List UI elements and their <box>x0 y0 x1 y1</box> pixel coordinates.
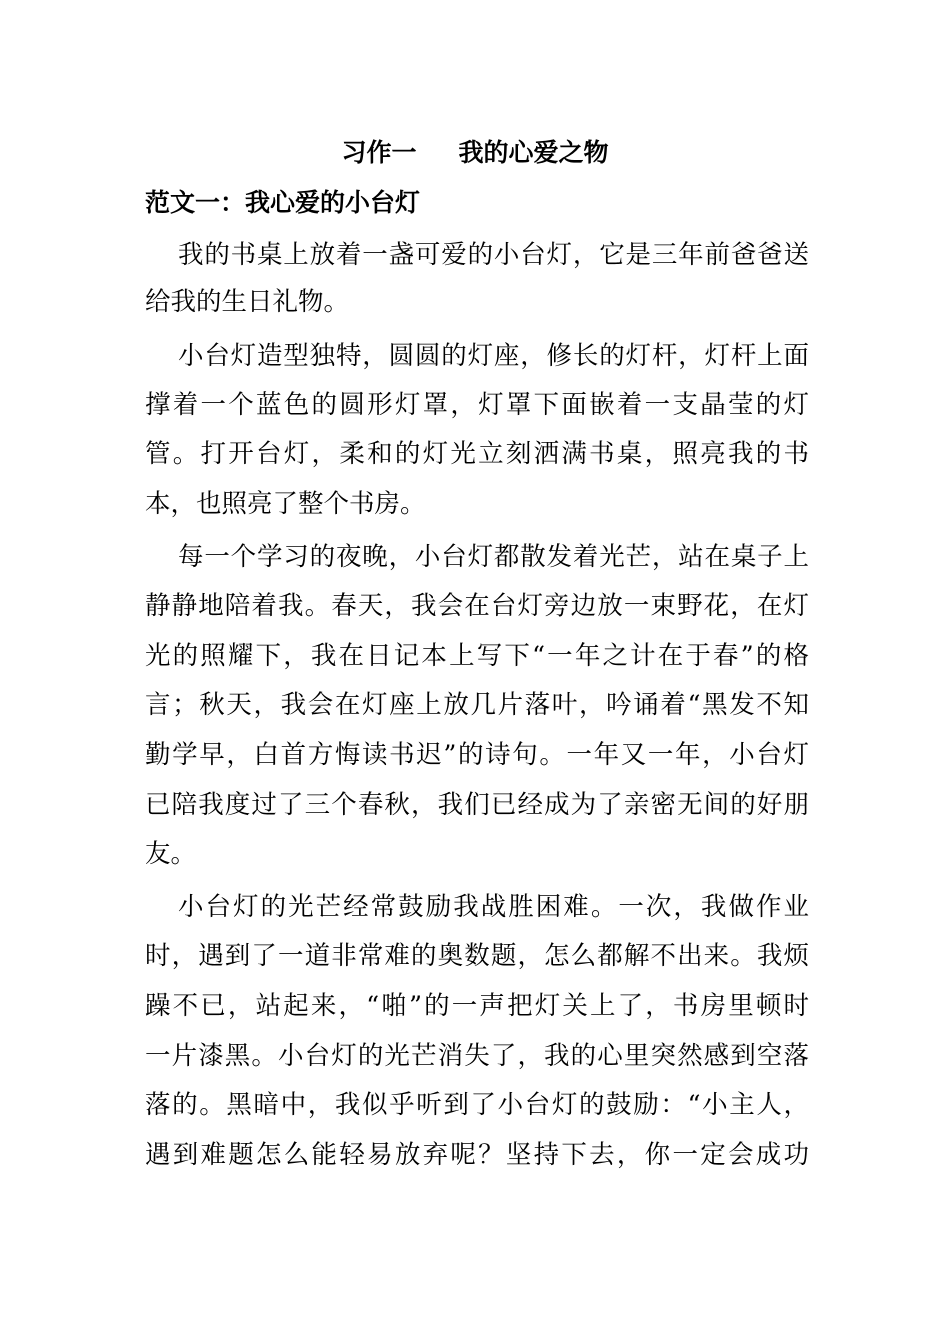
paragraph-2-line-1: 小台灯造型独特，圆圆的灯座，修长的灯杆，灯杆上面 <box>178 341 809 371</box>
essay-title-part2: 我的心爱之物 <box>458 138 609 167</box>
paragraph-3-line-3: 光的照耀下，我在日记本上写下“一年之计在于春”的格 <box>145 641 809 671</box>
paragraph-4-line-3: 躁不已，站起来，“啪”的一声把灯关上了，书房里顿时 <box>145 991 809 1021</box>
paragraph-3-line-1: 每一个学习的夜晚，小台灯都散发着光芒，站在桌子上 <box>178 542 809 572</box>
paragraph-4-line-4: 一片漆黑。小台灯的光芒消失了，我的心里突然感到空落 <box>145 1041 809 1071</box>
paragraph-4-line-6: 遇到难题怎么能轻易放弃呢？坚持下去，你一定会成功 <box>145 1140 809 1170</box>
essay-title <box>145 136 805 170</box>
paragraph-2-line-4: 本，也照亮了整个书房。 <box>145 489 426 519</box>
paragraph-3-line-7: 友。 <box>145 839 197 869</box>
paragraph-4-line-1: 小台灯的光芒经常鼓励我战胜困难。一次，我做作业 <box>178 892 809 922</box>
essay-title-part1: 习作一 <box>341 138 417 167</box>
paragraph-3-line-5: 勤学早，白首方悔读书迟”的诗句。一年又一年，小台灯 <box>145 740 809 770</box>
paragraph-2-line-2: 撑着一个蓝色的圆形灯罩，灯罩下面嵌着一支晶莹的灯 <box>145 390 809 420</box>
paragraph-4-line-5: 落的。黑暗中，我似乎听到了小台灯的鼓励：“小主人， <box>145 1090 809 1120</box>
paragraph-1-line-1: 我的书桌上放着一盏可爱的小台灯，它是三年前爸爸送 <box>178 240 809 270</box>
paragraph-2-line-3: 管。打开台灯，柔和的灯光立刻洒满书桌，照亮我的书 <box>145 439 809 469</box>
sample-essay-heading: 范文一：我心爱的小台灯 <box>145 188 421 217</box>
paragraph-3-line-6: 已陪我度过了三个春秋，我们已经成为了亲密无间的好朋 <box>145 790 809 820</box>
paragraph-3-line-2: 静静地陪着我。春天，我会在台灯旁边放一束野花，在灯 <box>145 591 809 621</box>
paragraph-3-line-4: 言；秋天，我会在灯座上放几片落叶，吟诵着“黑发不知 <box>145 690 809 720</box>
paragraph-4-line-2: 时，遇到了一道非常难的奥数题，怎么都解不出来。我烦 <box>145 941 809 971</box>
paragraph-1-line-2: 给我的生日礼物。 <box>145 287 350 317</box>
